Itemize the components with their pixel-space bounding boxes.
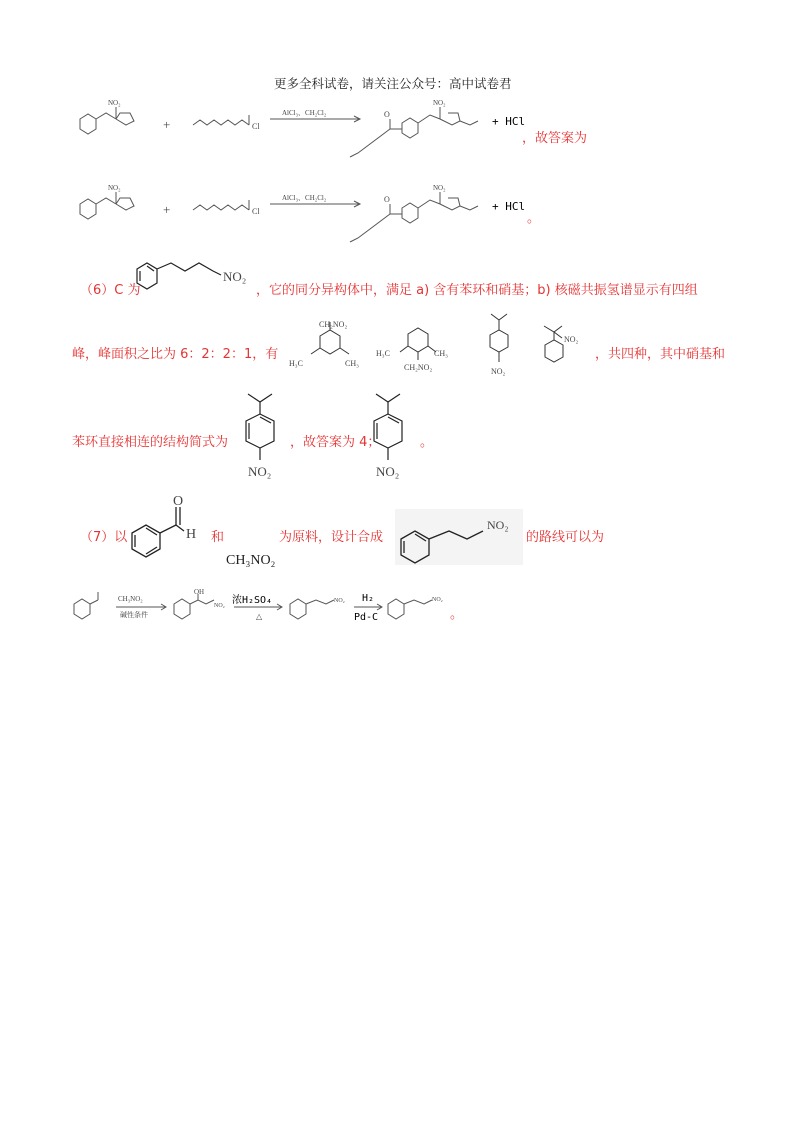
iso1-left: H₃C [289,359,303,368]
synthesis-route [68,588,468,630]
cl-label: Cl [252,122,260,131]
route-no2-label-2: NO₂ [334,598,345,604]
isomer-2-structure [374,320,464,376]
product-no2-label: NO₂ [433,184,446,192]
isomer-4-structure [540,318,596,372]
answer-2-no2: NO₂ [376,464,400,479]
step1-condition: 碱性条件 [120,611,148,619]
part6-text-1: ，它的同分异构体中，满足 a) 含有苯环和硝基；b) 核磁共振氢谱显示有四组 [256,283,698,298]
answer-structure-2 [366,388,418,484]
answer-structure-1 [238,388,290,484]
answer-1-no2: NO₂ [248,464,272,479]
part6-text-5: ，故答案为 4； [290,435,381,450]
step3-reagent: H₂ [362,593,375,604]
target-product-structure [395,509,523,565]
part6-text-6: 。 [420,435,434,450]
iso2-left: H₃C [376,349,390,358]
reaction-suffix-2: 。 [527,211,541,226]
part6-text-4: 苯环直接相连的结构简式为 [72,435,229,450]
cl-label: Cl [252,207,260,216]
no2-label: NO₂ [108,184,121,192]
part6-text-2: 峰，峰面积之比为 6：2：2：1，有 [72,347,279,362]
aldehyde-o-label: O [173,494,184,509]
reaction-conditions: AlCl₃、CH₂Cl₂ [282,109,327,117]
step2-reagent: 浓H₂SO₄ [232,595,273,606]
iso2-right: CH₃ [434,349,448,358]
step1-reagent: CH₃NO₂ [118,595,143,603]
part6-text-3: ，共四种，其中硝基和 [595,347,726,362]
step3-catalyst: Pd-C [354,612,379,623]
part7-label: （7）以 [80,530,128,545]
reaction-conditions: AlCl₃、CH₂Cl₂ [282,194,327,202]
route-no2-label-3: NO₂ [432,597,443,603]
reaction-scheme-2 [68,180,688,250]
route-oh-label: OH [194,588,205,596]
reaction-suffix-1: ，故答案为 [522,131,588,146]
step2-condition: △ [256,612,263,621]
isomer-1-structure [287,318,367,376]
iso4-sub: NO₂ [564,335,579,344]
nitromethane-label: CH₃NO₂ [226,553,276,568]
plus-sign: + [163,202,171,217]
carbonyl-o-label: O [384,195,390,204]
route-end: 。 [450,607,464,622]
benzaldehyde-structure [124,493,210,563]
route-no2-label-1: NO₂ [214,603,225,609]
hcl-byproduct: + HCl [492,200,526,213]
product-no2-label: NO₂ [433,99,446,107]
reaction-scheme-1 [68,95,688,165]
iso1-top: CH₂NO₂ [319,320,348,329]
compound-c-structure [131,257,256,302]
part7-text-1: 为原料，设计合成 [279,530,384,545]
part7-text-and: 和 [211,530,225,545]
no2-label: NO₂ [108,99,121,107]
c-no2-label: NO₂ [223,269,247,284]
target-no2-label: NO₂ [487,518,509,532]
aldehyde-h-label: H [186,527,197,542]
part6-label: （6）C 为 [80,283,141,298]
isomer-3-structure [477,308,527,382]
part7-text-2: 的路线可以为 [526,530,605,545]
iso3-bottom: NO₂ [491,367,506,376]
plus-sign: + [163,117,171,132]
page-header: 更多全科试卷，请关注公众号：高中试卷君 [274,76,512,91]
iso2-bottom: CH₂NO₂ [404,363,433,372]
carbonyl-o-label: O [384,110,390,119]
hcl-byproduct: + HCl [492,115,526,128]
iso1-right: CH₃ [345,359,359,368]
